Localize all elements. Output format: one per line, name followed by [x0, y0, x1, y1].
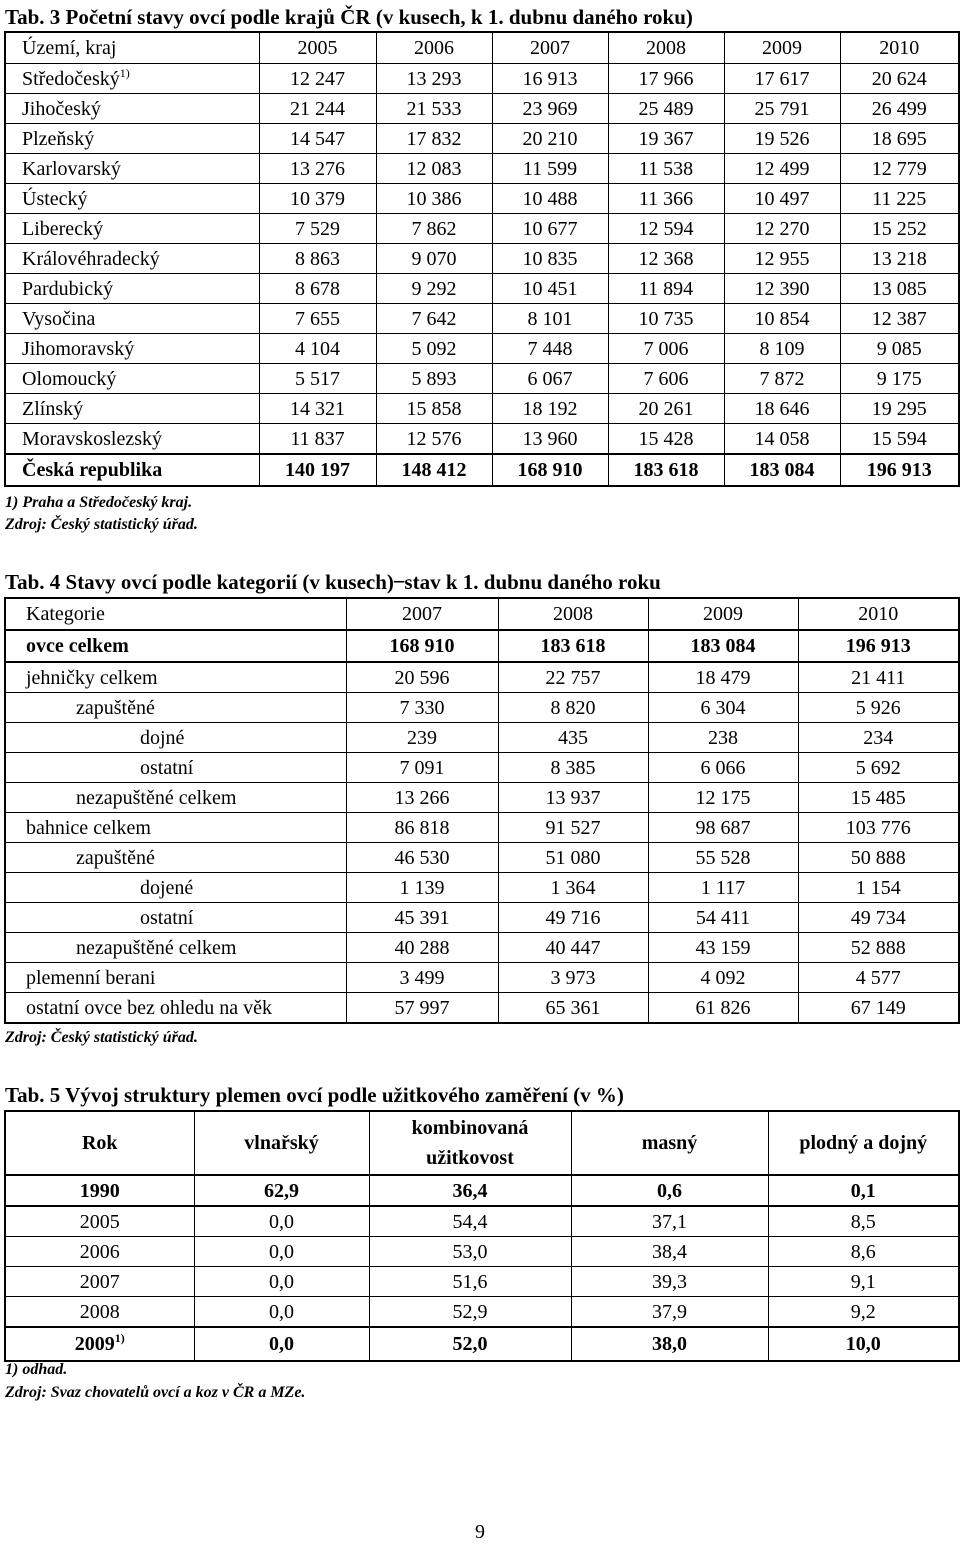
region-name: Olomoucký	[5, 364, 259, 394]
table-row	[5, 753, 959, 783]
table-cell: 7 448	[492, 334, 608, 364]
table-cell: 12 390	[724, 274, 840, 304]
category-name: ostatní ovce bez ohledu na věk	[5, 993, 346, 1024]
table-cell: 8,6	[768, 1237, 959, 1267]
region-name: Zlínský	[5, 394, 259, 424]
table-cell: 0,0	[194, 1206, 369, 1237]
table-cell: 52,0	[369, 1327, 571, 1361]
table-cell: 12 247	[259, 64, 376, 94]
table-row	[5, 334, 959, 364]
table-cell: 7 330	[346, 693, 498, 723]
table-cell: 21 411	[798, 662, 959, 693]
category-name: ostatní	[5, 753, 346, 783]
table-cell: 7 655	[259, 304, 376, 334]
table-cell: 6 304	[648, 693, 798, 723]
table-cell: 5 092	[376, 334, 492, 364]
table-cell: 19 367	[608, 124, 724, 154]
table-cell: 15 428	[608, 424, 724, 455]
table-cell: 183 084	[724, 454, 840, 486]
table-cell: 10 451	[492, 274, 608, 304]
table-cell: 12 499	[724, 154, 840, 184]
table-cell: 20 624	[840, 64, 959, 94]
table-cell: 13 293	[376, 64, 492, 94]
table-cell: 7 529	[259, 214, 376, 244]
tab4-header-row	[5, 598, 959, 630]
table-cell: 168 910	[492, 454, 608, 486]
table-cell: 10 735	[608, 304, 724, 334]
table-cell: 23 969	[492, 94, 608, 124]
table-cell: 51 080	[498, 843, 648, 873]
year-cell: 2008	[5, 1297, 194, 1328]
year-cell: 2009$^{1)}$	[5, 1327, 194, 1361]
table-cell: 45 391	[346, 903, 498, 933]
table-row	[5, 723, 959, 753]
table-row	[5, 1297, 959, 1328]
table-cell: 17 966	[608, 64, 724, 94]
table-cell: 12 576	[376, 424, 492, 455]
table-cell: 11 366	[608, 184, 724, 214]
category-name: nezapuštěné celkem	[5, 933, 346, 963]
column-header: 2008	[608, 32, 724, 64]
table-cell: 40 447	[498, 933, 648, 963]
table-cell: 183 618	[608, 454, 724, 486]
table-cell: 10 488	[492, 184, 608, 214]
table-cell: 7 862	[376, 214, 492, 244]
category-name: dojné	[5, 723, 346, 753]
table-cell: 10 386	[376, 184, 492, 214]
table-row	[5, 662, 959, 693]
table-cell: 0,0	[194, 1237, 369, 1267]
table-cell: 8,5	[768, 1206, 959, 1237]
table-cell: 18 479	[648, 662, 798, 693]
table-cell: 12 270	[724, 214, 840, 244]
table-cell: 9 085	[840, 334, 959, 364]
table-cell: 0,0	[194, 1267, 369, 1297]
column-header: vlnařský	[194, 1111, 369, 1175]
table-cell: 15 594	[840, 424, 959, 455]
table-cell: 21 244	[259, 94, 376, 124]
total-row	[5, 454, 959, 486]
table-cell: 10 677	[492, 214, 608, 244]
tab3-note: 1) Praha a Středočeský kraj.	[5, 494, 193, 511]
table-cell: 12 175	[648, 783, 798, 813]
table-cell: 18 695	[840, 124, 959, 154]
column-header: 2009	[648, 598, 798, 630]
category-name: nezapuštěné celkem	[5, 783, 346, 813]
table-cell: 38,0	[571, 1327, 768, 1361]
table-cell: 26 499	[840, 94, 959, 124]
table-cell: 11 599	[492, 154, 608, 184]
table-cell: 11 837	[259, 424, 376, 455]
table-cell: 8 385	[498, 753, 648, 783]
region-name: Královéhradecký	[5, 244, 259, 274]
tab3-caption: Tab. 3 Početní stavy ovcí podle krajů ČR (v kusech, k 1. dubnu daného roku)	[5, 5, 693, 29]
table-row	[5, 630, 959, 662]
tab4-table	[4, 597, 960, 1024]
table-cell: 1 154	[798, 873, 959, 903]
region-name: Jihomoravský	[5, 334, 259, 364]
table-cell: 21 533	[376, 94, 492, 124]
region-name: Ústecký	[5, 184, 259, 214]
category-name: zapuštěné	[5, 843, 346, 873]
category-name: ovce celkem	[5, 630, 346, 662]
column-header: plodný a dojný	[768, 1111, 959, 1175]
table-cell: 0,1	[768, 1175, 959, 1206]
category-name: plemenní berani	[5, 963, 346, 993]
table-cell: 19 295	[840, 394, 959, 424]
table-cell: 54,4	[369, 1206, 571, 1237]
table-cell: 0,6	[571, 1175, 768, 1206]
table-row	[5, 843, 959, 873]
region-name: Karlovarský	[5, 154, 259, 184]
table-cell: 12 387	[840, 304, 959, 334]
tab5-caption: Tab. 5 Vývoj struktury plemen ovcí podle užitkového zaměření (v %)	[5, 1083, 624, 1107]
table-cell: 10,0	[768, 1327, 959, 1361]
table-row	[5, 154, 959, 184]
region-name: Česká republika	[5, 454, 259, 486]
table-cell: 18 646	[724, 394, 840, 424]
table-cell: 239	[346, 723, 498, 753]
table-cell: 55 528	[648, 843, 798, 873]
table-cell: 52,9	[369, 1297, 571, 1328]
table-cell: 0,0	[194, 1297, 369, 1328]
table-cell: 9 070	[376, 244, 492, 274]
table-cell: 6 066	[648, 753, 798, 783]
table-cell: 18 192	[492, 394, 608, 424]
table-cell: 20 261	[608, 394, 724, 424]
table-cell: 10 854	[724, 304, 840, 334]
table-row	[5, 693, 959, 723]
table-cell: 15 252	[840, 214, 959, 244]
table-cell: 46 530	[346, 843, 498, 873]
table-cell: 234	[798, 723, 959, 753]
category-name: dojené	[5, 873, 346, 903]
table-cell: 9 292	[376, 274, 492, 304]
table-cell: 12 083	[376, 154, 492, 184]
table-cell: 5 692	[798, 753, 959, 783]
table-cell: 1 364	[498, 873, 648, 903]
table-row	[5, 1237, 959, 1267]
table-cell: 7 642	[376, 304, 492, 334]
category-name: zapuštěné	[5, 693, 346, 723]
table-cell: 50 888	[798, 843, 959, 873]
table-row	[5, 1327, 959, 1361]
table-cell: 25 489	[608, 94, 724, 124]
table-cell: 51,6	[369, 1267, 571, 1297]
table-cell: 12 368	[608, 244, 724, 274]
region-name: Plzeňský	[5, 124, 259, 154]
column-header: 2008	[498, 598, 648, 630]
table-cell: 1 139	[346, 873, 498, 903]
table-cell: 49 716	[498, 903, 648, 933]
table-cell: 9 175	[840, 364, 959, 394]
table-cell: 140 197	[259, 454, 376, 486]
tab4-caption: Tab. 4 Stavy ovcí podle kategorií (v kusech) ̶ stav k 1. dubnu daného roku	[5, 570, 661, 594]
table-cell: 238	[648, 723, 798, 753]
table-cell: 11 225	[840, 184, 959, 214]
table-cell: 7 872	[724, 364, 840, 394]
region-name: Středočeský$^{1)}$	[5, 64, 259, 94]
table-cell: 5 893	[376, 364, 492, 394]
table-cell: 15 485	[798, 783, 959, 813]
table-row	[5, 424, 959, 455]
page-number: 9	[475, 1521, 485, 1543]
table-cell: 40 288	[346, 933, 498, 963]
table-row	[5, 184, 959, 214]
table-cell: 8 863	[259, 244, 376, 274]
tab5-table	[4, 1110, 960, 1362]
table-cell: 10 497	[724, 184, 840, 214]
table-cell: 8 101	[492, 304, 608, 334]
table-row	[5, 394, 959, 424]
table-cell: 0,0	[194, 1327, 369, 1361]
table-cell: 148 412	[376, 454, 492, 486]
table-cell: 20 210	[492, 124, 608, 154]
table-cell: 183 084	[648, 630, 798, 662]
table-cell: 8 678	[259, 274, 376, 304]
table-cell: 15 858	[376, 394, 492, 424]
table-cell: 13 085	[840, 274, 959, 304]
table-cell: 3 499	[346, 963, 498, 993]
region-name: Vysočina	[5, 304, 259, 334]
table-row	[5, 933, 959, 963]
table-cell: 9,2	[768, 1297, 959, 1328]
table-cell: 61 826	[648, 993, 798, 1024]
table-cell: 435	[498, 723, 648, 753]
table-cell: 52 888	[798, 933, 959, 963]
table-row	[5, 1206, 959, 1237]
table-cell: 19 526	[724, 124, 840, 154]
table-cell: 7 606	[608, 364, 724, 394]
table-row	[5, 873, 959, 903]
table-cell: 10 379	[259, 184, 376, 214]
tab5-header-row	[5, 1111, 959, 1175]
table-cell: 11 538	[608, 154, 724, 184]
table-cell: 53,0	[369, 1237, 571, 1267]
table-cell: 4 092	[648, 963, 798, 993]
table-row	[5, 244, 959, 274]
region-name: Moravskoslezský	[5, 424, 259, 455]
table-cell: 17 832	[376, 124, 492, 154]
column-header: 2006	[376, 32, 492, 64]
year-cell: 1990	[5, 1175, 194, 1206]
table-row	[5, 963, 959, 993]
tab3-source: Zdroj: Český statistický úřad.	[5, 516, 198, 533]
table-cell: 91 527	[498, 813, 648, 843]
table-cell: 13 937	[498, 783, 648, 813]
table-cell: 7 006	[608, 334, 724, 364]
table-cell: 5 926	[798, 693, 959, 723]
table-cell: 13 218	[840, 244, 959, 274]
column-header: Kategorie	[5, 598, 346, 630]
table-cell: 196 913	[798, 630, 959, 662]
table-cell: 22 757	[498, 662, 648, 693]
category-name: ostatní	[5, 903, 346, 933]
table-row	[5, 64, 959, 94]
table-cell: 54 411	[648, 903, 798, 933]
table-cell: 12 955	[724, 244, 840, 274]
year-cell: 2007	[5, 1267, 194, 1297]
column-header: masný	[571, 1111, 768, 1175]
table-cell: 14 321	[259, 394, 376, 424]
table-cell: 13 266	[346, 783, 498, 813]
table-cell: 4 577	[798, 963, 959, 993]
region-name: Pardubický	[5, 274, 259, 304]
table-cell: 10 835	[492, 244, 608, 274]
tab3-table	[4, 31, 960, 487]
category-name: jehničky celkem	[5, 662, 346, 693]
table-row	[5, 1267, 959, 1297]
region-name: Liberecký	[5, 214, 259, 244]
tab3-header-row	[5, 32, 959, 64]
table-row	[5, 364, 959, 394]
table-row	[5, 274, 959, 304]
table-cell: 3 973	[498, 963, 648, 993]
column-header: 2010	[798, 598, 959, 630]
table-cell: 43 159	[648, 933, 798, 963]
table-cell: 4 104	[259, 334, 376, 364]
table-row	[5, 304, 959, 334]
table-cell: 49 734	[798, 903, 959, 933]
table-cell: 5 517	[259, 364, 376, 394]
table-cell: 168 910	[346, 630, 498, 662]
table-cell: 12 594	[608, 214, 724, 244]
table-cell: 6 067	[492, 364, 608, 394]
table-row	[5, 214, 959, 244]
table-cell: 8 820	[498, 693, 648, 723]
column-header: 2007	[492, 32, 608, 64]
column-header: Území, kraj	[5, 32, 259, 64]
table-cell: 13 276	[259, 154, 376, 184]
table-cell: 196 913	[840, 454, 959, 486]
table-row	[5, 1175, 959, 1206]
table-cell: 12 779	[840, 154, 959, 184]
table-cell: 1 117	[648, 873, 798, 903]
table-row	[5, 783, 959, 813]
table-cell: 11 894	[608, 274, 724, 304]
table-cell: 8 109	[724, 334, 840, 364]
column-header: 2010	[840, 32, 959, 64]
table-row	[5, 903, 959, 933]
table-cell: 62,9	[194, 1175, 369, 1206]
year-cell: 2006	[5, 1237, 194, 1267]
table-row	[5, 124, 959, 154]
table-cell: 57 997	[346, 993, 498, 1024]
table-cell: 39,3	[571, 1267, 768, 1297]
column-header: 2007	[346, 598, 498, 630]
table-cell: 17 617	[724, 64, 840, 94]
table-cell: 7 091	[346, 753, 498, 783]
table-cell: 38,4	[571, 1237, 768, 1267]
table-cell: 14 547	[259, 124, 376, 154]
table-cell: 9,1	[768, 1267, 959, 1297]
tab4-source: Zdroj: Český statistický úřad.	[5, 1029, 198, 1046]
tab5-source: Zdroj: Svaz chovatelů ovcí a koz v ČR a MZe.	[5, 1384, 306, 1401]
column-header: 2005	[259, 32, 376, 64]
table-cell: 65 361	[498, 993, 648, 1024]
table-row	[5, 813, 959, 843]
region-name: Jihočeský	[5, 94, 259, 124]
table-row	[5, 993, 959, 1024]
table-cell: 14 058	[724, 424, 840, 455]
table-cell: 20 596	[346, 662, 498, 693]
table-cell: 183 618	[498, 630, 648, 662]
table-cell: 13 960	[492, 424, 608, 455]
table-cell: 37,1	[571, 1206, 768, 1237]
tab5-note: 1) odhad.	[5, 1361, 68, 1378]
category-name: bahnice celkem	[5, 813, 346, 843]
table-cell: 98 687	[648, 813, 798, 843]
table-cell: 86 818	[346, 813, 498, 843]
year-cell: 2005	[5, 1206, 194, 1237]
column-header: kombinovaná užitkovost	[369, 1111, 571, 1175]
table-cell: 16 913	[492, 64, 608, 94]
table-row	[5, 94, 959, 124]
column-header: 2009	[724, 32, 840, 64]
table-cell: 25 791	[724, 94, 840, 124]
table-cell: 36,4	[369, 1175, 571, 1206]
table-cell: 37,9	[571, 1297, 768, 1328]
table-cell: 67 149	[798, 993, 959, 1024]
table-cell: 103 776	[798, 813, 959, 843]
column-header: Rok	[5, 1111, 194, 1175]
